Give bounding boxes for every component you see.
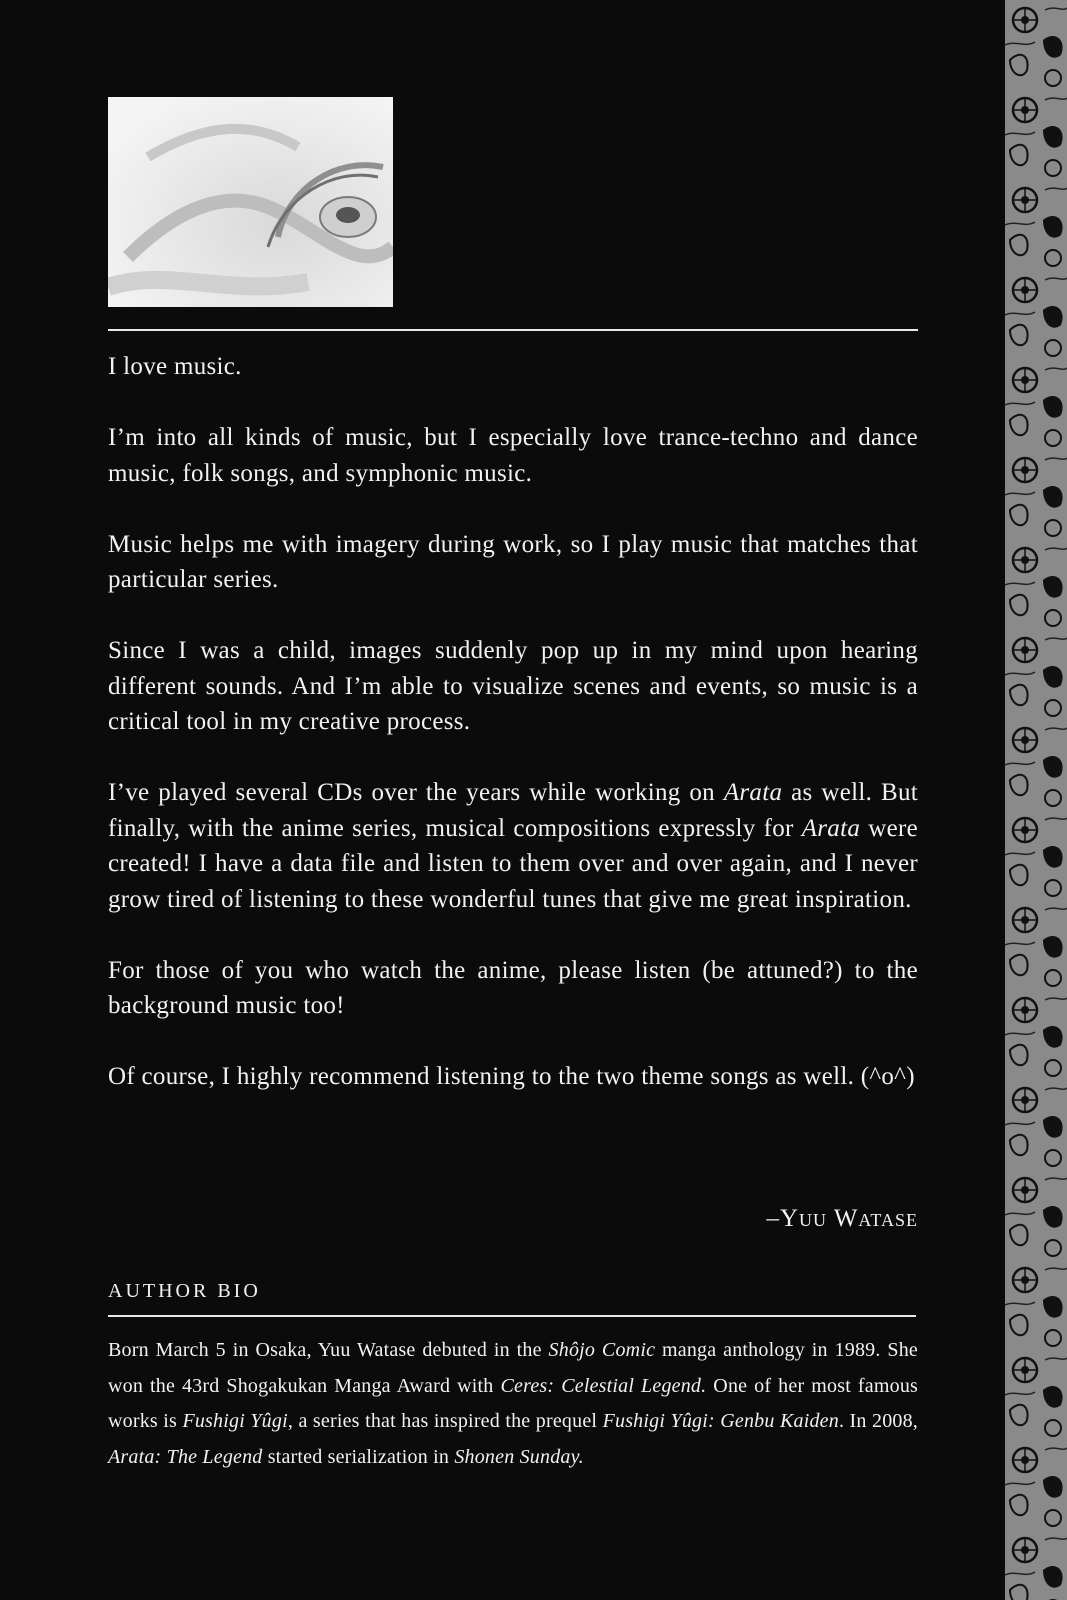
essay-paragraph: I love music. <box>108 353 242 380</box>
essay-paragraph: Music helps me with imagery during work, so I play music that matches that particular series. <box>108 530 918 593</box>
author-signature: –Yuu Watase <box>766 1205 918 1232</box>
essay-paragraph: For those of you who watch the anime, please listen (be attuned?) to the background music too! <box>108 956 918 1019</box>
top-divider <box>108 329 918 331</box>
essay-paragraph: Since I was a child, images suddenly pop up in my mind upon hearing different sounds. And I’m able to visualize scenes and events, so music is a critical tool in my creative process. <box>108 637 918 735</box>
bio-heading: AUTHOR BIO <box>108 1280 261 1302</box>
bio-divider <box>108 1315 916 1317</box>
essay-paragraph: I’ve played several CDs over the years while working on Arata as well. But finally, with the anime series, musical compositions expressly for Arata were created! I have a data file and listen to them over and over again, and I never grow tired of listening to these wonderful tunes that give me great inspiration. <box>108 779 918 913</box>
essay-body <box>108 349 918 1130</box>
author-photo <box>108 97 393 307</box>
essay-paragraph: Of course, I highly recommend listening to the two theme songs as well. (^o^) <box>108 1063 915 1090</box>
floral-border <box>1005 0 1067 1600</box>
essay-paragraph: I’m into all kinds of music, but I especially love trance-techno and dance music, folk songs, and symphonic music. <box>108 424 918 487</box>
author-bio-text: Born March 5 in Osaka, Yuu Watase debuted in the Shôjo Comic manga anthology in 1989. She won the 43rd Shogakukan Manga Award with Ceres: Celestial Legend. One of her most famous works is Fushigi Yûgi, a series that has inspired the prequel Fushigi Yûgi: Genbu Kaiden. In 2008, Arata: The Legend started serialization in Shonen Sunday. <box>108 1339 919 1468</box>
